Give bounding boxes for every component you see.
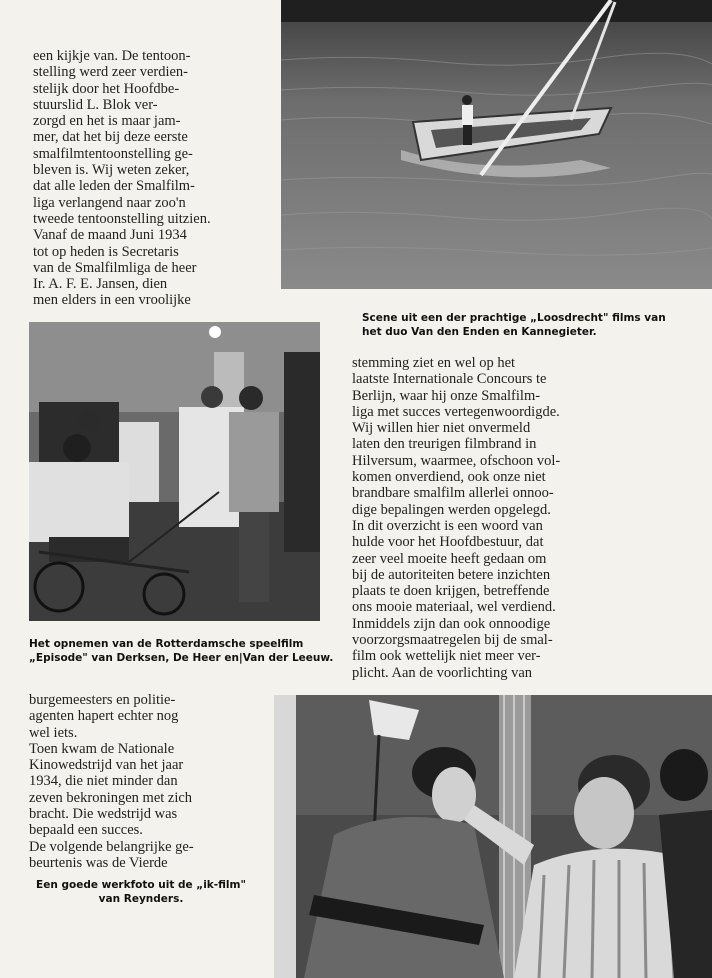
text-line: tot op heden is Secretaris	[33, 243, 179, 260]
caption-line: Het opnemen van de Rotterdamsche speelfilm	[29, 638, 304, 650]
text-line: beurtenis was de Vierde	[29, 854, 168, 871]
caption-line: het duo Van den Enden en Kannegieter.	[362, 326, 597, 338]
text-line: liga met succes vertegenwoordigde.	[352, 403, 560, 420]
text-line: agenten hapert echter nog	[29, 708, 179, 725]
text-line: zeven bekroningen met zich	[29, 789, 193, 806]
text-line: bleven is. Wij weten zeker,	[33, 162, 190, 179]
text-line: Toen kwam de Nationale	[29, 740, 175, 757]
text-line: ons mooie materiaal, wel verdiend.	[352, 599, 556, 616]
text-line: plicht. Aan de voorlichting van	[352, 664, 533, 681]
rotterdam-film-photo	[29, 322, 320, 621]
text-line: dat alle leden der Smalfilm-	[33, 178, 195, 195]
text-line: bepaald een succes.	[29, 822, 143, 839]
sailing-photo	[281, 0, 712, 289]
text-line: Ir. A. F. E. Jansen, dien	[33, 276, 168, 293]
caption-rotterdam-photo	[29, 637, 339, 665]
text-line: laatste Internationale Concours te	[352, 371, 547, 388]
text-line: zeer veel moeite heeft gedaan om	[352, 550, 547, 567]
text-line: stelling werd zeer verdien-	[33, 64, 188, 81]
text-line: burgemeesters en politie-	[29, 692, 176, 708]
text-line: stemming ziet en wel op het	[352, 355, 516, 371]
text-line: bij de autoriteiten betere inzichten	[352, 566, 551, 583]
text-line: liga verlangend naar zoo'n	[33, 194, 186, 211]
text-line: brandbare smalfilm allerlei onnoo-	[352, 485, 554, 502]
text-line: men elders in een vroolijke	[33, 292, 191, 309]
caption-werkfoto	[26, 878, 256, 906]
text-line: Vanaf de maand Juni 1934	[33, 227, 187, 244]
text-line: dige bepalingen werden opgelegd.	[352, 501, 551, 518]
caption-line: van Reynders.	[98, 893, 184, 905]
text-line: Wij willen hier niet onvermeld	[352, 420, 531, 437]
text-line: wel iets.	[29, 724, 78, 741]
text-line: hulde voor het Hoofdbestuur, dat	[352, 534, 544, 551]
text-line: Berlijn, waar hij onze Smalfilm-	[352, 387, 541, 404]
text-line: stuurslid L. Blok ver-	[33, 96, 158, 113]
caption-line: Scene uit een der prachtige „Loosdrecht" films van	[362, 312, 666, 324]
caption-line: „Episode" van Derksen, De Heer en|Van der Leeuw.	[29, 652, 334, 664]
text-line: voorzorgsmaatregelen bij de smal-	[352, 632, 553, 649]
text-line: In dit overzicht is een woord van	[352, 517, 543, 534]
text-line: mer, dat het bij deze eerste	[33, 129, 188, 146]
text-line: van de Smalfilmliga de heer	[33, 259, 197, 276]
text-line: bracht. Die wedstrijd was	[29, 806, 178, 823]
text-line: 1934, die niet minder dan	[29, 773, 178, 790]
text-line: zorgd en het is maar jam-	[33, 113, 181, 130]
text-line: Inmiddels zijn dan ook onnoodige	[352, 615, 551, 632]
caption-sailing-photo	[362, 311, 706, 339]
text-line: Hilversum, waarmee, ofschoon vol-	[352, 452, 561, 469]
text-bottom-left	[29, 692, 243, 871]
text-line: stelijk door het Hoofdbe-	[33, 80, 180, 97]
werkfoto-photo	[274, 695, 712, 978]
text-middle-right	[352, 355, 616, 681]
caption-line: Een goede werkfoto uit de „ik-film"	[36, 879, 246, 891]
text-line: tweede tentoonstelling uitzien.	[33, 210, 211, 227]
text-line: film ook wettelijk niet meer ver-	[352, 648, 541, 665]
text-line: komen onverdiend, ook onze niet	[352, 469, 546, 486]
text-line: De volgende belangrijke ge-	[29, 838, 194, 855]
text-line: Kinowedstrijd van het jaar	[29, 757, 184, 774]
text-line: smalfilmtentoonstelling ge-	[33, 145, 193, 162]
text-line: een kijkje van. De tentoon-	[33, 48, 191, 64]
text-top-left	[33, 48, 279, 309]
text-line: laten den treurigen filmbrand in	[352, 436, 537, 453]
text-line: plaats te doen krijgen, betreffende	[352, 583, 550, 600]
